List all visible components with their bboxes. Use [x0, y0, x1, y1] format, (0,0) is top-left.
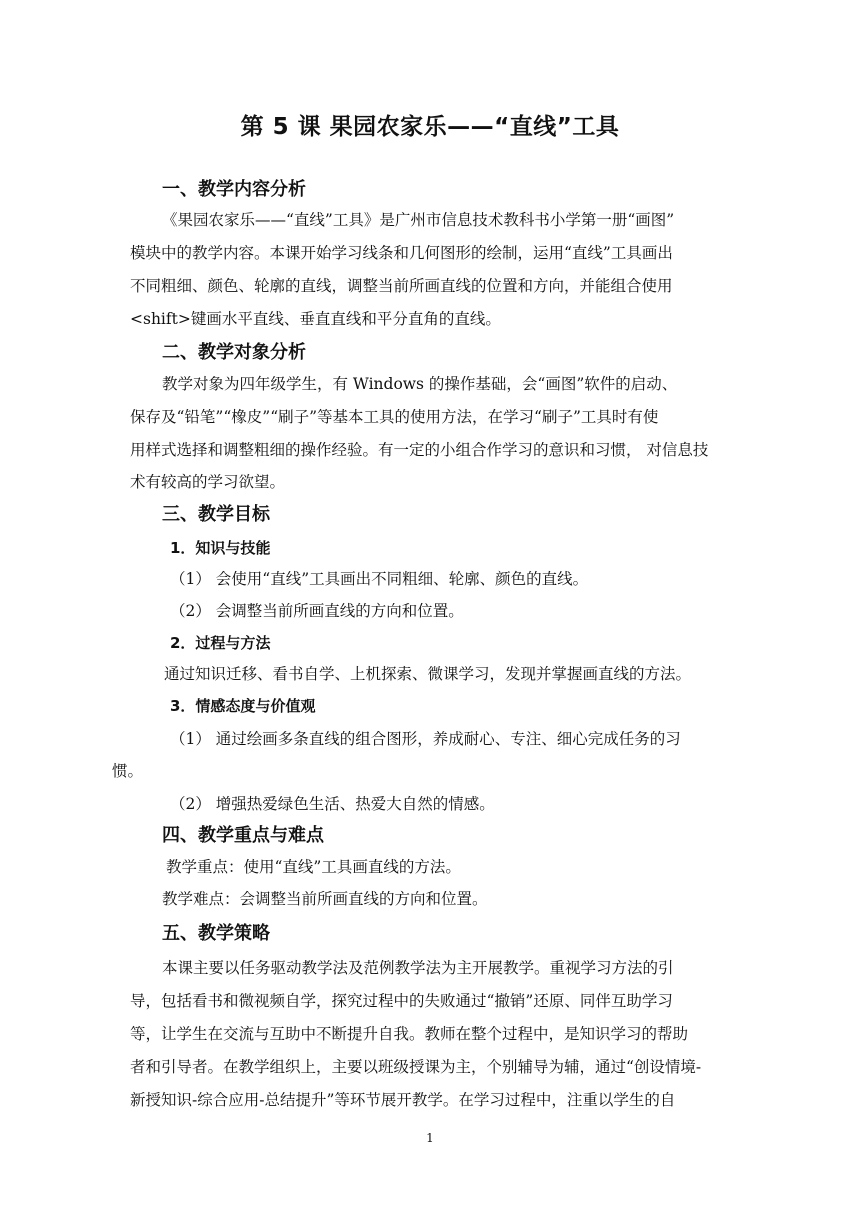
paragraph-line: 不同粗细、颜色、轮廓的直线，调整当前所画直线的位置和方向，并能组合使用 — [130, 277, 673, 295]
subsection-heading-knowledge-skills: 1．知识与技能 — [170, 539, 271, 557]
paragraph-line: 教学重点：使用“直线”工具画直线的方法。 — [166, 858, 461, 876]
list-item: （1） 通过绘画多条直线的组合图形，养成耐心、专注、细心完成任务的习 — [170, 730, 681, 748]
section-heading-content-analysis: 一、教学内容分析 — [162, 179, 306, 200]
paragraph-line: 教学难点：会调整当前所画直线的方向和位置。 — [162, 890, 488, 908]
list-item-continuation: 惯。 — [112, 762, 144, 780]
list-item: （2） 增强热爱绿色生活、热爱大自然的情感。 — [170, 795, 495, 813]
document-title: 第 5 课 果园农家乐——“直线”工具 — [240, 114, 620, 140]
subsection-heading-process-methods: 2．过程与方法 — [170, 634, 271, 652]
paragraph-line: 者和引导者。在教学组织上，主要以班级授课为主，个别辅导为辅，通过“创设情境- — [130, 1058, 702, 1076]
paragraph-line: <shift>键画水平直线、垂直直线和平分直角的直线。 — [130, 310, 501, 328]
paragraph-line: 本课主要以任务驱动教学法及范例教学法为主开展教学。重视学习方法的引 — [162, 959, 674, 977]
paragraph-line: 术有较高的学习欲望。 — [130, 473, 286, 491]
paragraph-line: 用样式选择和调整粗细的操作经验。有一定的小组合作学习的意识和习惯， 对信息技 — [130, 441, 709, 459]
paragraph-line: 模块中的教学内容。本课开始学习线条和几何图形的绘制，运用“直线”工具画出 — [130, 244, 673, 262]
paragraph-line: 等，让学生在交流与互助中不断提升自我。教师在整个过程中，是知识学习的帮助 — [130, 1025, 689, 1043]
section-heading-key-points: 四、教学重点与难点 — [162, 825, 324, 846]
section-heading-teaching-goals: 三、教学目标 — [162, 504, 270, 525]
paragraph-line: 《果园农家乐——“直线”工具》是广州市信息技术教科书小学第一册“画图” — [162, 211, 675, 229]
paragraph-line: 新授知识-综合应用-总结提升”等环节展开教学。在学习过程中，注重以学生的自 — [130, 1091, 676, 1109]
list-item: （2） 会调整当前所画直线的方向和位置。 — [170, 602, 464, 620]
paragraph-line: 通过知识迁移、看书自学、上机探索、微课学习，发现并掌握画直线的方法。 — [164, 665, 692, 683]
subsection-heading-attitude-values: 3．情感态度与价值观 — [170, 697, 316, 715]
paragraph-line: 教学对象为四年级学生，有 Windows 的操作基础，会“画图”软件的启动、 — [162, 375, 678, 393]
paragraph-line: 保存及“铅笔”“橡皮”“刷子”等基本工具的使用方法，在学习“刷子”工具时有使 — [130, 408, 659, 426]
list-item: （1） 会使用“直线”工具画出不同粗细、轮廓、颜色的直线。 — [170, 570, 589, 588]
paragraph-line: 导，包括看书和微视频自学，探究过程中的失败通过“撤销”还原、同伴互助学习 — [130, 992, 673, 1010]
section-heading-audience-analysis: 二、教学对象分析 — [162, 342, 306, 363]
page-number: 1 — [426, 1131, 434, 1145]
section-heading-teaching-strategy: 五、教学策略 — [162, 923, 270, 944]
